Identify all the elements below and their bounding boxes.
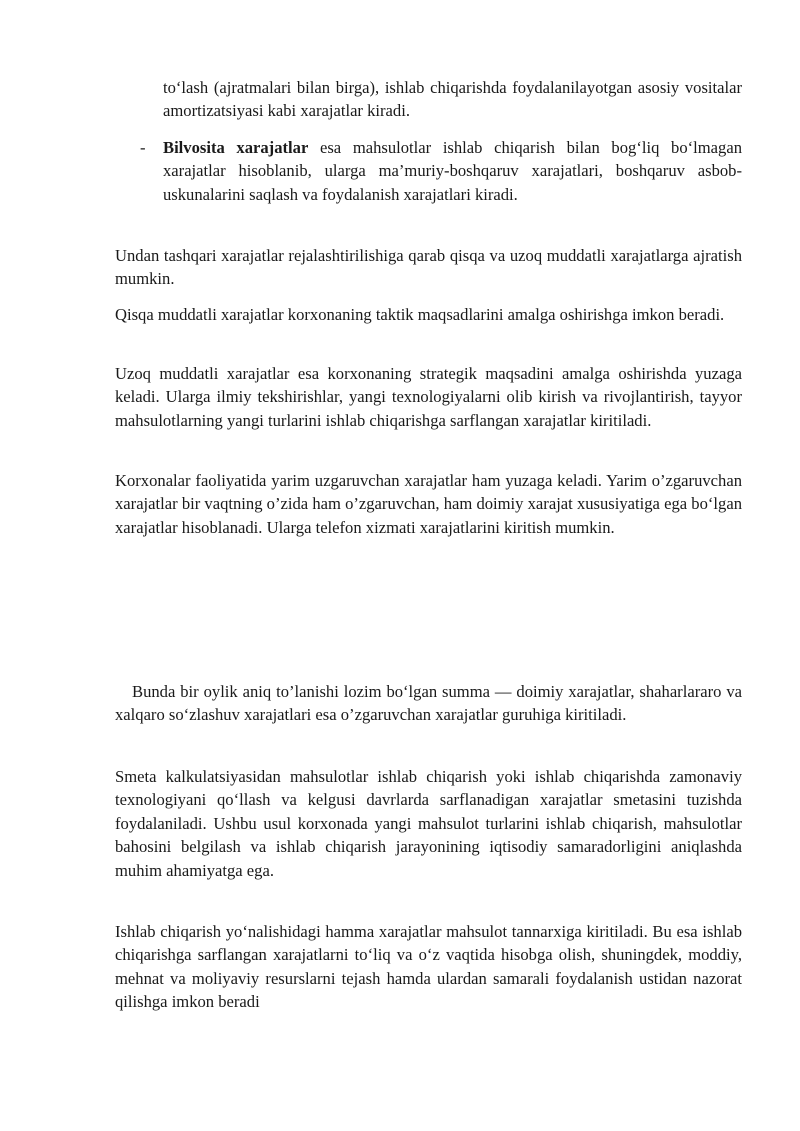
bullet-text: esa mahsulotlar ishlab chiqarish bilan bog‘liq bo‘lmagan xarajatlar hisoblanib, ularga ma’muriy-boshqaruv xarajatlari, boshqaruv asbob-uskunalarini saqlash va foydalanish xarajatlari kiradi. [163,138,742,204]
continuation-paragraph: to‘lash (ajratmalari bilan birga), ishlab chiqarishda foydalanilayotgan asosiy vositalar amortizatsiyasi kabi xarajatlar kiradi. [163,78,742,121]
paragraph: Undan tashqari xarajatlar rejalashtirilishiga qarab qisqa va uzoq muddatli xarajatlarga ajratish mumkin. [115,246,742,289]
paragraph: Uzoq muddatli xarajatlar esa korxonaning strategik maqsadini amalga oshirishda yuzaga keladi. Ularga ilmiy tekshirishlar, yangi texnologiyalarni olib kirish va rivojlantirish, tayyor mahsulotlarning yangi turlarini ishlab chiqarishga sarflangan xarajatlar kiritiladi. [115,364,742,430]
bullet-bold-term: Bilvosita xarajatlar [163,138,309,157]
paragraph: Qisqa muddatli xarajatlar korxonaning taktik maqsadlarini amalga oshirishga imkon beradi. [115,305,725,324]
paragraph: Bunda bir oylik aniq to’lanishi lozim bo‘lgan summa — doimiy xarajatlar, shaharlararo va xalqaro so‘zlashuv xarajatlari esa o’zgaruvchan xarajatlar guruhiga kiritiladi. [115,682,742,725]
bullet-paragraph [163,136,742,206]
paragraph: Ishlab chiqarish yo‘nalishidagi hamma xarajatlar mahsulot tannarxiga kiritiladi. Bu esa ishlab chiqarishga sarflangan xarajatlarni to‘liq va o‘z vaqtida hisobga olish, shuningdek, moddiy, mehnat va moliyaviy resurslarni tejash hamda ulardan samarali foydalanish ustidan nazorat qilishga imkon beradi [115,922,742,1012]
bullet-marker: - [140,138,146,157]
paragraph: Korxonalar faoliyatida yarim uzgaruvchan xarajatlar ham yuzaga keladi. Yarim o’zgaruvchan xarajatlar bir vaqtning o’zida ham o’zgaruvchan, ham doimiy xarajat xususiyatiga ega bo‘lgan xarajatlar hisoblanadi. Ularga telefon xizmati xarajatlarini kiritish mumkin. [115,471,742,537]
paragraph: Smeta kalkulatsiyasidan mahsulotlar ishlab chiqarish yoki ishlab chiqarishda zamonaviy texnologiyani qo‘llash va kelgusi davrlarda sarflanadigan xarajatlar smetasini tuzishda foydalaniladi. Ushbu usul korxonada yangi mahsulot turlarini ishlab chiqarish, mahsulotlar bahosini belgilash va ishlab chiqarish jarayonining iqtisodiy samaradorligini aniqlashda muhim ahamiyatga ega. [115,767,742,880]
